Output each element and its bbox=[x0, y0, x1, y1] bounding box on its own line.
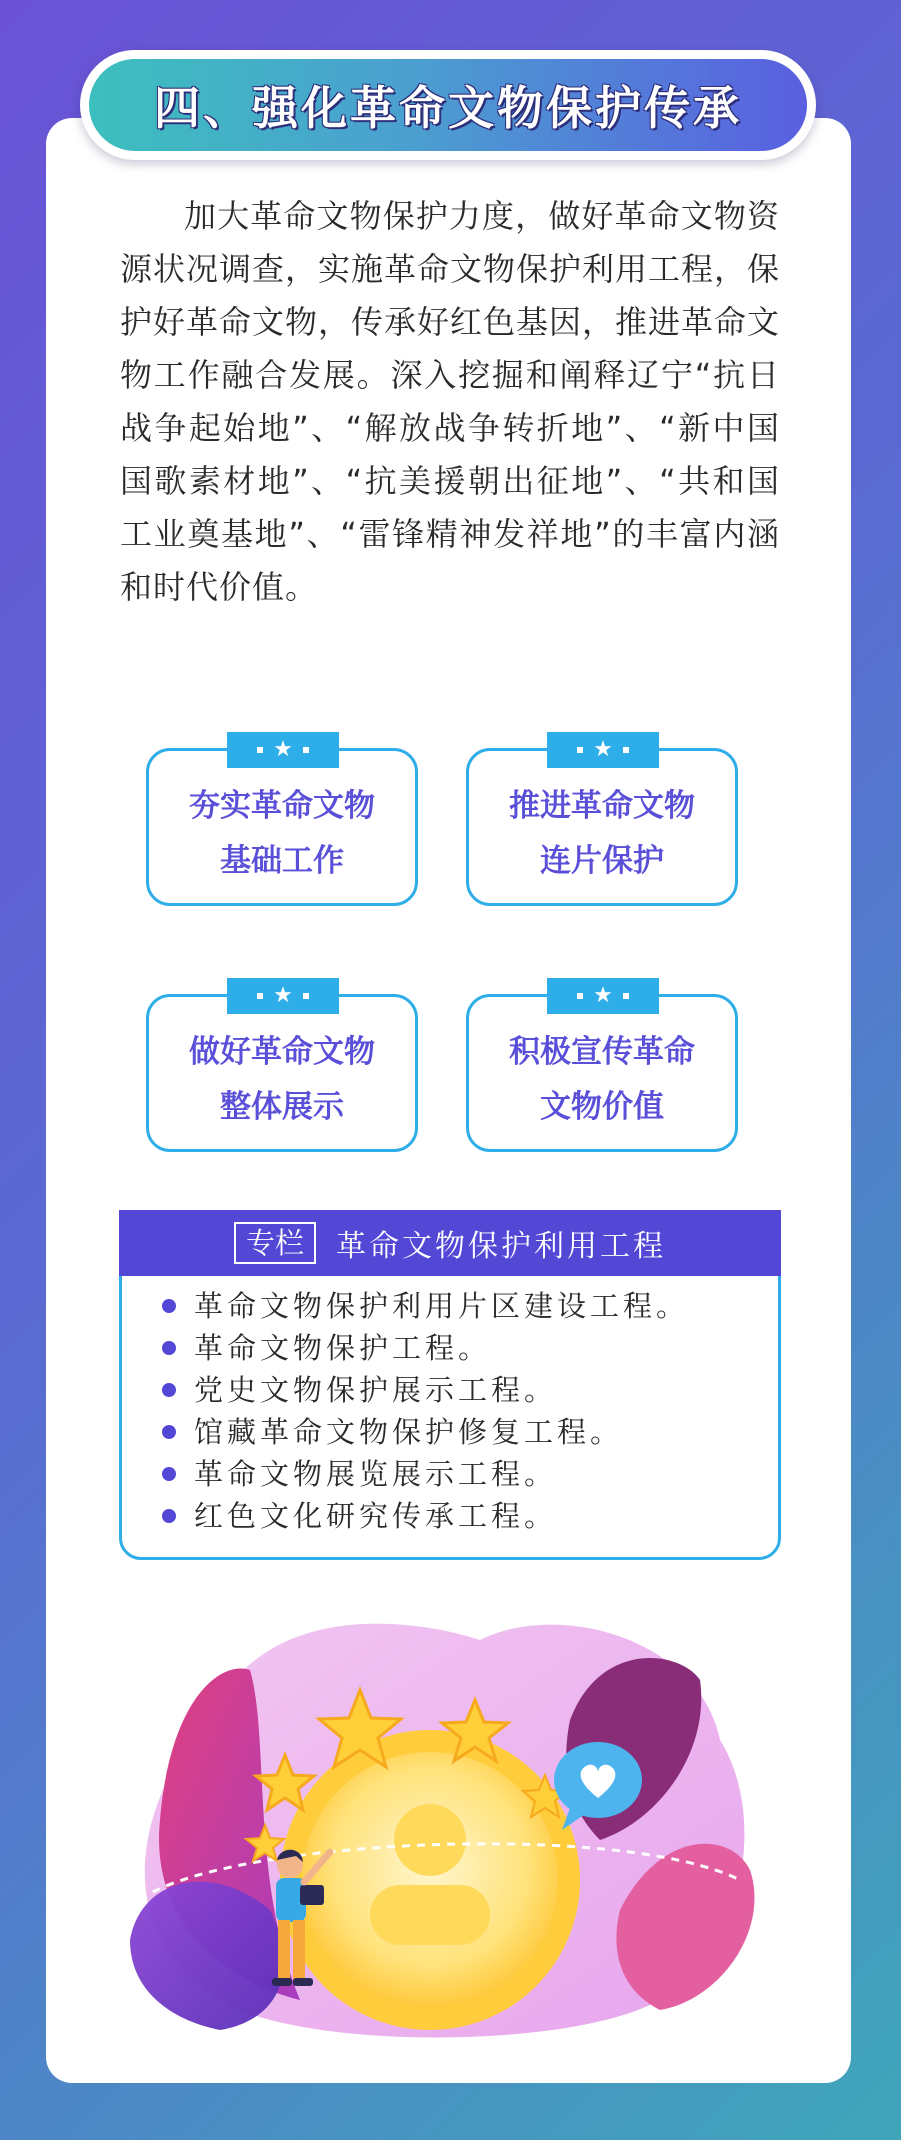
dot-decoration bbox=[303, 747, 309, 753]
box-line: 连片保护 bbox=[540, 843, 664, 879]
list-item-text: 党史文物保护展示工程。 bbox=[194, 1373, 558, 1407]
section-title: 四、强化革命文物保护传承 bbox=[154, 81, 742, 135]
dot-decoration bbox=[577, 993, 583, 999]
box-line: 文物价值 bbox=[540, 1089, 664, 1125]
special-column-header bbox=[119, 1210, 781, 1276]
list-item-text: 革命文物保护工程。 bbox=[194, 1331, 492, 1365]
box-text bbox=[149, 779, 415, 889]
box-line: 做好革命文物 bbox=[189, 1034, 375, 1070]
star-icon: ★ bbox=[593, 983, 613, 1008]
special-column-tag: 专栏 bbox=[234, 1222, 316, 1264]
bullet-icon bbox=[162, 1425, 176, 1439]
task-box-3 bbox=[146, 983, 418, 1152]
list-item bbox=[162, 1327, 689, 1369]
box-line: 基础工作 bbox=[220, 843, 344, 879]
list-item bbox=[162, 1285, 689, 1327]
star-icon: ★ bbox=[273, 983, 293, 1008]
list-item-text: 馆藏革命文物保护修复工程。 bbox=[194, 1415, 624, 1449]
box-line: 整体展示 bbox=[220, 1089, 344, 1125]
box-tab-decoration bbox=[227, 978, 339, 1014]
star-icon: ★ bbox=[273, 737, 293, 762]
dot-decoration bbox=[257, 993, 263, 999]
box-tab-decoration bbox=[547, 978, 659, 1014]
special-column bbox=[119, 1210, 781, 1560]
box-tab-decoration bbox=[547, 732, 659, 768]
section-title-banner bbox=[80, 50, 816, 160]
dot-decoration bbox=[257, 747, 263, 753]
bullet-icon bbox=[162, 1467, 176, 1481]
list-item bbox=[162, 1369, 689, 1411]
decorative-illustration bbox=[100, 1580, 780, 2060]
special-column-title: 革命文物保护利用工程 bbox=[336, 1229, 666, 1264]
dot-decoration bbox=[623, 747, 629, 753]
task-box-1 bbox=[146, 737, 418, 906]
dot-decoration bbox=[303, 993, 309, 999]
list-item bbox=[162, 1411, 689, 1453]
box-tab-decoration bbox=[227, 732, 339, 768]
bullet-icon bbox=[162, 1299, 176, 1313]
box-line: 推进革命文物 bbox=[509, 788, 695, 824]
bullet-icon bbox=[162, 1341, 176, 1355]
purple-leaf-left bbox=[130, 1882, 284, 2030]
task-box-4 bbox=[466, 983, 738, 1152]
box-line: 积极宣传革命 bbox=[509, 1034, 695, 1070]
box-line: 夯实革命文物 bbox=[189, 788, 375, 824]
list-item-text: 革命文物展览展示工程。 bbox=[194, 1457, 558, 1491]
special-column-list bbox=[162, 1285, 689, 1537]
box-text bbox=[149, 1025, 415, 1135]
box-text bbox=[469, 779, 735, 889]
bullet-icon bbox=[162, 1383, 176, 1397]
list-item bbox=[162, 1453, 689, 1495]
dot-decoration bbox=[577, 747, 583, 753]
dot-decoration bbox=[623, 993, 629, 999]
bullet-icon bbox=[162, 1509, 176, 1523]
coin-inner bbox=[302, 1752, 558, 2008]
list-item-text: 革命文物保护利用片区建设工程。 bbox=[194, 1289, 690, 1323]
task-box-2 bbox=[466, 737, 738, 906]
list-item bbox=[162, 1495, 689, 1537]
user-avatar-head bbox=[394, 1804, 466, 1876]
list-item-text: 红色文化研究传承工程。 bbox=[194, 1499, 558, 1533]
section-title-background bbox=[89, 59, 807, 151]
star-icon: ★ bbox=[593, 737, 613, 762]
box-text bbox=[469, 1025, 735, 1135]
user-avatar-body bbox=[370, 1885, 490, 1945]
intro-paragraph: 加大革命文物保护力度，做好革命文物资源状况调查，实施革命文物保护利用工程，保护好革命文物，传承好红色基因，推进革命文物工作融合发展。深入挖掘和阐释辽宁“抗日战争起始地”、“解放战争转折地”、“新中国国歌素材地”、“抗美援朝出征地”、“共和国工业奠基地”、“雷锋精神发祥地”的丰富内涵和时代价值。 bbox=[120, 197, 781, 606]
